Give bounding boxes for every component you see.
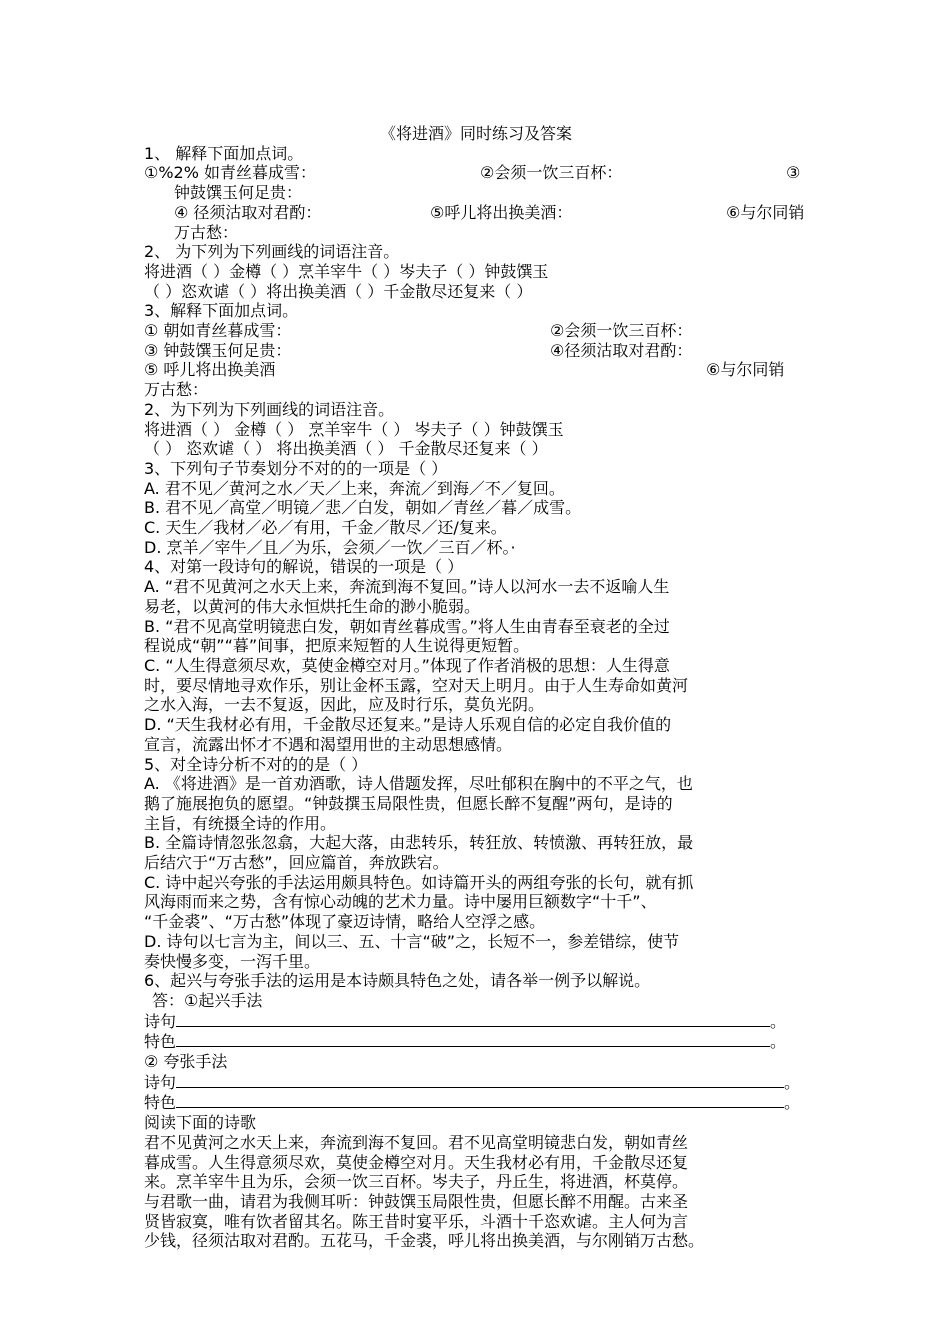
question-stem: 5、对全诗分析不对的的是（ ） xyxy=(144,754,368,774)
exercise-item: ⑥与尔同销 xyxy=(726,202,805,222)
document-body xyxy=(144,124,808,1251)
exercise-item: ④ 径须沽取对君酌： xyxy=(174,202,322,222)
answer-blank[interactable] xyxy=(176,1011,770,1027)
text-line xyxy=(144,203,808,223)
answer-line xyxy=(144,1031,808,1052)
exercise-item: ⑤呼儿将出换美酒： xyxy=(430,202,573,222)
answer-blank[interactable] xyxy=(176,1072,784,1088)
page-title: 《将进酒》同时练习及答案 xyxy=(379,124,572,143)
answer-label: 答：①起兴手法 xyxy=(152,990,263,1010)
answer-blank[interactable] xyxy=(176,1092,784,1108)
exercise-item: ① 朝如青丝暮成雪： xyxy=(144,321,292,341)
answer-line xyxy=(144,1011,808,1032)
end-mark: 。 xyxy=(770,1011,787,1031)
exercise-item: ⑥与尔同销 xyxy=(706,360,785,380)
option-d: D. 烹羊／宰牛／且／为乐，会须／一饮／三百／杯。· xyxy=(144,537,516,557)
poem-line: 暮成雪。人生得意须尽欢，莫使金樽空对月。天生我材必有用，千金散尽还复 xyxy=(144,1152,689,1172)
question-stem: 3、下列句子节奏划分不对的的一项是（ ） xyxy=(144,458,448,478)
answer-blank[interactable] xyxy=(176,1031,770,1047)
option-b: B. 君不见／高堂／明镜／悲／白发，朝如／青丝／暮／成雪。 xyxy=(144,498,582,518)
feature-label: 特色 xyxy=(144,1093,177,1113)
option-b: 后结穴于“万古愁”，回应篇首，奔放跌宕。 xyxy=(144,853,449,873)
text-line xyxy=(144,163,808,183)
exercise-item: ④径须沽取对君酌： xyxy=(550,340,693,360)
option-c: 之水入海，一去不复返，因此，应及时行乐，莫负光阴。 xyxy=(144,695,545,715)
text-line: （ ）恣欢谑（ ）将出换美酒（ ）千金散尽还复来（ ） xyxy=(144,281,533,301)
end-mark: 。 xyxy=(770,1032,787,1052)
poem-label: 诗句 xyxy=(144,1072,177,1092)
exercise-item: 万古愁： xyxy=(144,380,209,400)
option-b: 程说成“朝”“暮”间事，把原来短暂的人生说得更短暂。 xyxy=(144,636,530,656)
exercise-item: ③ 钟鼓馔玉何足贵： xyxy=(144,340,292,360)
option-a: A. “君不见黄河之水天上来，奔流到海不复回。”诗人以河水一去不返喻人生 xyxy=(144,577,670,597)
exercise-item: ②会须一饮三百杯： xyxy=(480,163,623,183)
question-stem: 4、对第一段诗句的解说，错误的一项是（ ） xyxy=(144,557,464,577)
end-mark: 。 xyxy=(784,1093,801,1113)
poem-line: 与君歌一曲，请君为我侧耳听：钟鼓馔玉局限性贵，但愿长醉不用醒。古来圣 xyxy=(144,1191,689,1211)
text-line: （ ） 恣欢谑（ ） 将出换美酒（ ） 千金散尽还复来（ ） xyxy=(144,439,548,459)
text-line xyxy=(144,360,808,380)
poem-line: 来。烹羊宰牛且为乐，会须一饮三百杯。岑夫子，丹丘生，将进酒，杯莫停。 xyxy=(144,1172,689,1192)
option-d: D. 诗句以七言为主，间以三、五、十言“破”之，长短不一，参差错综，使节 xyxy=(144,931,680,951)
option-d: D. “天生我材必有用，千金散尽还复来。”是诗人乐观自信的必定自我价值的 xyxy=(144,715,672,735)
answer-label: ② 夸张手法 xyxy=(144,1052,228,1072)
exercise-item: ⑤ 呼儿将出换美酒 xyxy=(144,360,276,380)
text-line xyxy=(144,321,808,341)
question-stem: 6、起兴与夸张手法的运用是本诗颇具特色之处，请各举一例予以解说。 xyxy=(144,971,651,991)
exercise-item: ①%2% 如青丝暮成雪： xyxy=(144,163,317,183)
option-b: B. 全篇诗情忽张忽翕，大起大落，由悲转乐，转狂放、转愤激、再转狂放，最 xyxy=(144,833,694,853)
option-c: C. 天生／我材／必／有用，千金／散尽／还/复来。 xyxy=(144,518,507,538)
poem-line: 君不见黄河之水天上来，奔流到海不复回。君不见高堂明镜悲白发，朝如青丝 xyxy=(144,1132,689,1152)
section-heading: 2、 为下列为下列画线的词语注音。 xyxy=(144,242,400,262)
reading-heading: 阅读下面的诗歌 xyxy=(144,1113,257,1133)
option-c: C. 诗中起兴夸张的手法运用颇具特色。如诗篇开头的两组夸张的长句，就有抓 xyxy=(144,872,694,892)
exercise-item: ②会须一饮三百杯： xyxy=(550,321,693,341)
option-b: B. “君不见高堂明镜悲白发，朝如青丝暮成雪。”将人生由青春至衰老的全过 xyxy=(144,616,670,636)
option-d: 宣言，流露出怀才不遇和渴望用世的主动思想感情。 xyxy=(144,734,513,754)
text-line xyxy=(144,341,808,361)
option-a: 主旨，有统摄全诗的作用。 xyxy=(144,813,337,833)
option-a: 鹅了施展抱负的愿望。“钟鼓撰玉局限性贵，但愿长醉不复醒”两句，是诗的 xyxy=(144,793,673,813)
option-a: A. 君不见／黄河之水／天／上来，奔流／到海／不／复回。 xyxy=(144,478,565,498)
text-line: 将进酒（ ）金樽（ ）烹羊宰牛（ ）岑夫子（ ）钟鼓馔玉 xyxy=(144,261,549,281)
exercise-item: 万古愁： xyxy=(174,222,239,242)
option-c: C. “人生得意须尽欢，莫使金樽空对月。”体现了作者消极的思想：人生得意 xyxy=(144,655,670,675)
exercise-item: ③ xyxy=(786,163,801,183)
feature-label: 特色 xyxy=(144,1032,177,1052)
poem-line: 少钱，径须沽取对君酌。五花马，千金裘，呼儿将出换美酒，与尔刚销万古愁。 xyxy=(144,1231,705,1251)
option-d: 奏快慢多变，一泻千里。 xyxy=(144,951,321,971)
section-heading: 1、 解释下面加点词。 xyxy=(144,143,304,163)
option-c: 风海雨而来之势，含有惊心动魄的艺术力量。诗中屡用巨额数字“十千”、 xyxy=(144,892,657,912)
option-a: 易老，以黄河的伟大永恒烘托生命的渺小脆弱。 xyxy=(144,596,481,616)
answer-line xyxy=(144,1092,808,1113)
option-c: “千金裘”、“万古愁”体现了豪迈诗情，略给人空浮之感。 xyxy=(144,912,546,932)
option-c: 时，要尽情地寻欢作乐，别让金杯玉露，空对天上明月。由于人生寿命如黄河 xyxy=(144,675,689,695)
answer-line xyxy=(144,1072,808,1093)
end-mark: 。 xyxy=(784,1072,801,1092)
poem-label: 诗句 xyxy=(144,1011,177,1031)
section-heading: 3、解释下面加点词。 xyxy=(144,301,299,321)
option-a: A. 《将进酒》是一首劝酒歌，诗人借题发挥，尽吐郁积在胸中的不平之气，也 xyxy=(144,774,693,794)
exercise-item: 钟鼓馔玉何足贵： xyxy=(174,183,303,203)
text-line: 将进酒（ ） 金樽（ ） 烹羊宰牛（ ） 岑夫子（ ）钟鼓馔玉 xyxy=(144,419,564,439)
poem-line: 贤皆寂寞，唯有饮者留其名。陈王昔时宴平乐，斗酒十千恣欢谑。主人何为言 xyxy=(144,1211,689,1231)
section-heading: 2、为下列为下列画线的词语注音。 xyxy=(144,399,395,419)
